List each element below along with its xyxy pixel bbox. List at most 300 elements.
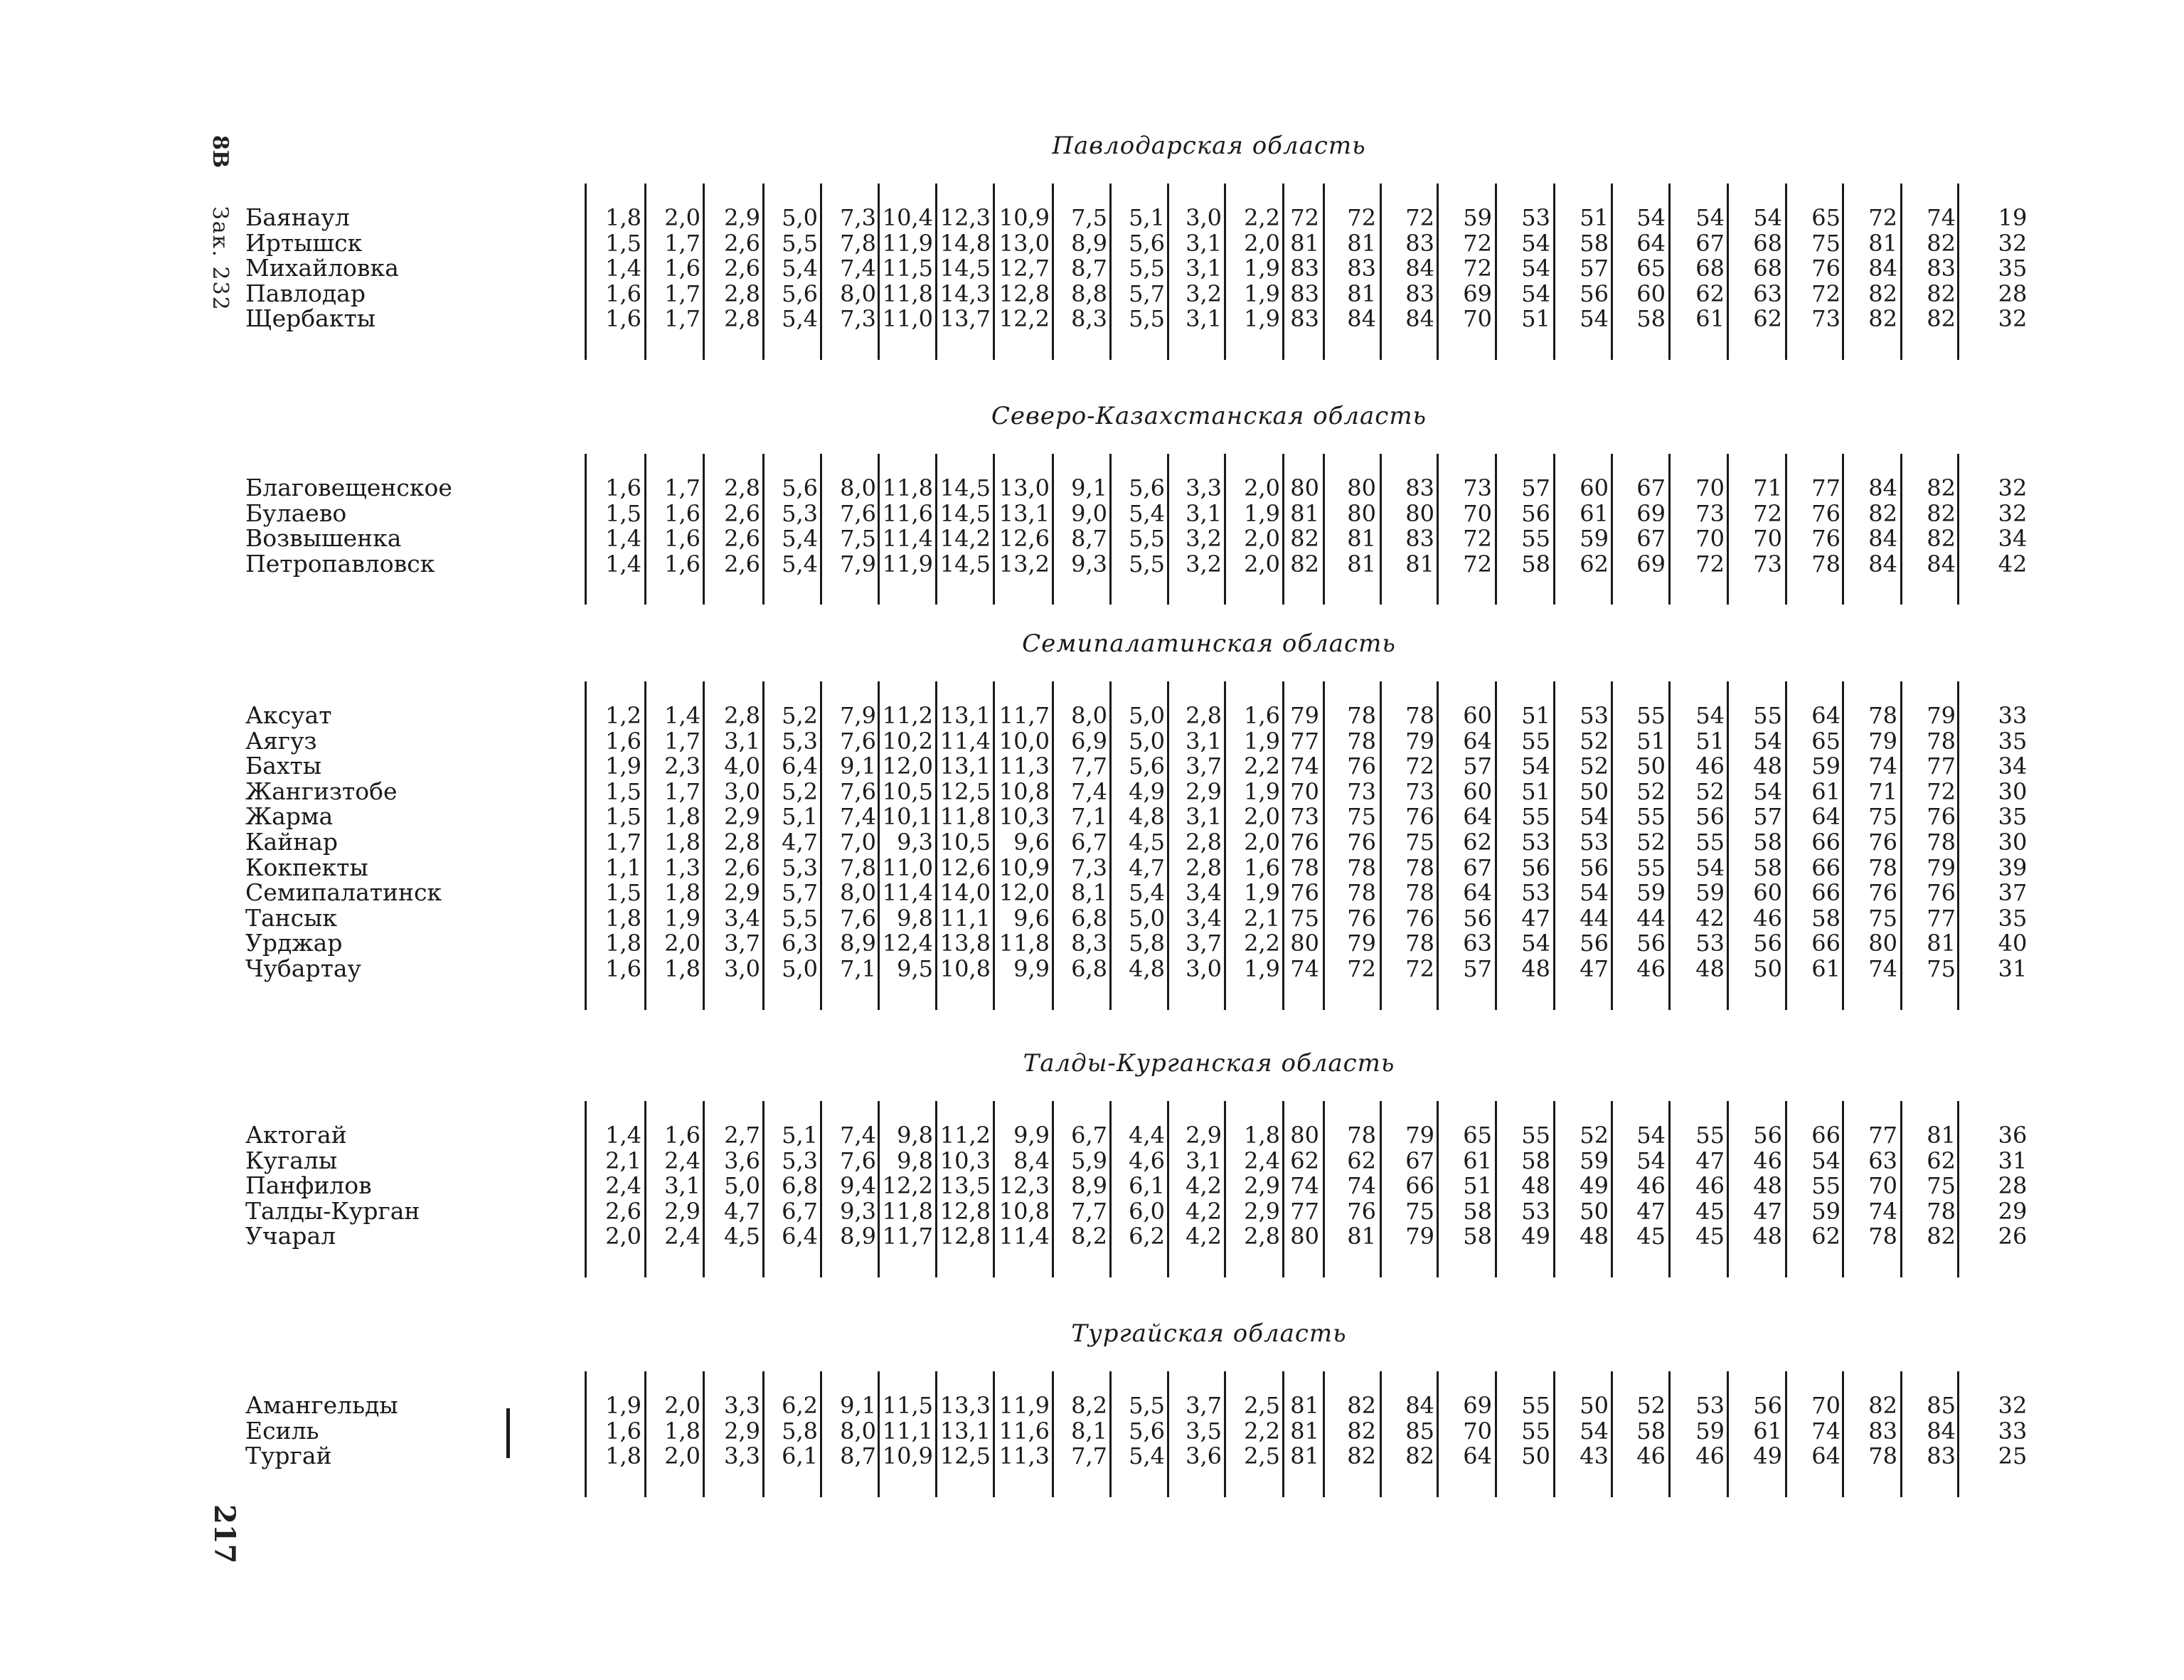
table-row <box>0 1122 2184 1148</box>
value-cell: 37 <box>1998 879 2028 907</box>
value-cell: 35 <box>1998 904 2028 932</box>
value-cell: 9,8 <box>897 1147 933 1174</box>
value-cell: 46 <box>1636 1172 1666 1200</box>
value-cell: 2,1 <box>1244 904 1280 932</box>
value-cell: 11,7 <box>998 702 1050 729</box>
value-cell: 56 <box>1580 280 1609 307</box>
station-name: Жарма <box>245 802 334 831</box>
value-cell: 11,9 <box>882 550 933 578</box>
value-cell: 75 <box>1927 955 1956 982</box>
value-cell: 7,9 <box>840 550 876 578</box>
value-cell: 5,4 <box>782 525 818 553</box>
value-cell: 55 <box>1695 1122 1725 1149</box>
value-cell: 75 <box>1868 904 1897 932</box>
value-cell: 83 <box>1927 1442 1956 1470</box>
value-cell: 6,7 <box>1071 829 1107 856</box>
value-cell: 7,3 <box>1071 854 1107 881</box>
value-cell: 12,0 <box>882 753 933 780</box>
value-cell: 31 <box>1998 1147 2028 1174</box>
value-cell: 1,7 <box>664 229 701 257</box>
value-cell: 78 <box>1405 854 1434 881</box>
value-cell: 79 <box>1405 727 1434 755</box>
value-cell: 70 <box>1868 1172 1897 1200</box>
value-cell: 48 <box>1753 1172 1782 1200</box>
value-cell: 54 <box>1636 204 1666 231</box>
value-cell: 51 <box>1580 204 1609 231</box>
value-cell: 33 <box>1998 702 2028 729</box>
station-name: Жангизтобе <box>245 777 398 805</box>
value-cell: 2,0 <box>1244 550 1280 578</box>
value-cell: 5,3 <box>782 499 818 527</box>
value-cell: 5,4 <box>782 305 818 333</box>
value-cell: 2,8 <box>724 474 760 501</box>
value-cell: 78 <box>1868 1442 1897 1470</box>
value-cell: 3,6 <box>1186 1442 1222 1470</box>
value-cell: 55 <box>1811 1172 1841 1200</box>
value-cell: 80 <box>1347 499 1376 527</box>
station-name: Учарал <box>245 1222 336 1250</box>
value-cell: 1,7 <box>664 280 701 307</box>
value-cell: 68 <box>1753 255 1782 282</box>
value-cell: 76 <box>1868 829 1897 856</box>
value-cell: 9,8 <box>897 1122 933 1149</box>
value-cell: 3,2 <box>1186 280 1222 307</box>
value-cell: 72 <box>1463 550 1492 578</box>
value-cell: 10,1 <box>882 803 933 831</box>
value-cell: 56 <box>1580 930 1609 957</box>
value-cell: 5,3 <box>782 854 818 881</box>
value-cell: 8,0 <box>840 879 876 907</box>
value-cell: 78 <box>1405 702 1434 729</box>
value-cell: 59 <box>1695 879 1725 907</box>
value-cell: 60 <box>1463 777 1492 805</box>
value-cell: 75 <box>1405 829 1434 856</box>
value-cell: 9,9 <box>1013 1122 1050 1149</box>
value-cell: 5,6 <box>1129 1417 1165 1445</box>
value-cell: 84 <box>1868 255 1897 282</box>
value-cell: 32 <box>1998 229 2028 257</box>
value-cell: 2,6 <box>724 525 760 553</box>
value-cell: 5,0 <box>1129 702 1165 729</box>
value-cell: 78 <box>1811 550 1841 578</box>
value-cell: 7,5 <box>840 525 876 553</box>
value-cell: 77 <box>1290 727 1319 755</box>
value-cell: 3,2 <box>1186 525 1222 553</box>
value-cell: 51 <box>1636 727 1666 755</box>
value-cell: 72 <box>1347 955 1376 982</box>
value-cell: 52 <box>1636 777 1666 805</box>
value-cell: 8,0 <box>840 1417 876 1445</box>
value-cell: 82 <box>1927 499 1956 527</box>
value-cell: 5,6 <box>1129 229 1165 257</box>
value-cell: 61 <box>1811 777 1841 805</box>
value-cell: 63 <box>1463 930 1492 957</box>
value-cell: 33 <box>1998 1417 2028 1445</box>
value-cell: 12,8 <box>939 1197 991 1225</box>
value-cell: 66 <box>1811 879 1841 907</box>
value-cell: 11,8 <box>998 930 1050 957</box>
value-cell: 8,9 <box>1071 229 1107 257</box>
value-cell: 13,0 <box>998 474 1050 501</box>
value-cell: 2,8 <box>1186 854 1222 881</box>
station-name: Павлодар <box>245 279 366 307</box>
value-cell: 65 <box>1811 727 1841 755</box>
value-cell: 2,9 <box>1244 1172 1280 1200</box>
value-cell: 64 <box>1636 229 1666 257</box>
value-cell: 12,6 <box>939 854 991 881</box>
value-cell: 4,8 <box>1129 955 1165 982</box>
station-name: Талды-Курган <box>245 1196 420 1225</box>
value-cell: 1,8 <box>605 204 641 231</box>
value-cell: 49 <box>1753 1442 1782 1470</box>
value-cell: 62 <box>1580 550 1609 578</box>
value-cell: 11,2 <box>939 1122 991 1149</box>
value-cell: 35 <box>1998 255 2028 282</box>
value-cell: 58 <box>1463 1223 1492 1250</box>
value-cell: 12,7 <box>998 255 1050 282</box>
value-cell: 40 <box>1998 930 2028 957</box>
value-cell: 83 <box>1868 1417 1897 1445</box>
value-cell: 64 <box>1463 1442 1492 1470</box>
value-cell: 83 <box>1927 255 1956 282</box>
value-cell: 55 <box>1636 854 1666 881</box>
value-cell: 81 <box>1290 499 1319 527</box>
value-cell: 82 <box>1347 1442 1376 1470</box>
value-cell: 70 <box>1463 1417 1492 1445</box>
table-row <box>0 255 2184 281</box>
value-cell: 43 <box>1580 1442 1609 1470</box>
value-cell: 70 <box>1695 474 1725 501</box>
value-cell: 81 <box>1290 229 1319 257</box>
value-cell: 56 <box>1463 904 1492 932</box>
value-cell: 60 <box>1463 702 1492 729</box>
value-cell: 8,7 <box>1071 525 1107 553</box>
value-cell: 48 <box>1521 1172 1550 1200</box>
value-cell: 73 <box>1290 803 1319 831</box>
value-cell: 78 <box>1347 727 1376 755</box>
table-row <box>0 1223 2184 1249</box>
value-cell: 12,3 <box>939 204 991 231</box>
value-cell: 1,6 <box>664 550 701 578</box>
value-cell: 1,9 <box>1244 879 1280 907</box>
table-row <box>0 855 2184 881</box>
value-cell: 67 <box>1636 474 1666 501</box>
value-cell: 4,7 <box>724 1197 760 1225</box>
value-cell: 74 <box>1811 1417 1841 1445</box>
value-cell: 2,8 <box>1244 1223 1280 1250</box>
value-cell: 84 <box>1868 550 1897 578</box>
value-cell: 74 <box>1290 753 1319 780</box>
value-cell: 2,3 <box>664 753 701 780</box>
value-cell: 14,5 <box>939 474 991 501</box>
value-cell: 3,1 <box>1186 727 1222 755</box>
value-cell: 2,8 <box>1186 702 1222 729</box>
value-cell: 14,8 <box>939 229 991 257</box>
value-cell: 11,4 <box>882 879 933 907</box>
value-cell: 8,0 <box>1071 702 1107 729</box>
value-cell: 8,0 <box>840 474 876 501</box>
value-cell: 83 <box>1405 525 1434 553</box>
value-cell: 5,2 <box>782 702 818 729</box>
value-cell: 8,8 <box>1071 280 1107 307</box>
value-cell: 61 <box>1811 955 1841 982</box>
value-cell: 74 <box>1868 753 1897 780</box>
value-cell: 69 <box>1636 499 1666 527</box>
value-cell: 54 <box>1521 229 1550 257</box>
value-cell: 9,3 <box>1071 550 1107 578</box>
value-cell: 5,5 <box>782 229 818 257</box>
value-cell: 47 <box>1695 1147 1725 1174</box>
value-cell: 28 <box>1998 1172 2028 1200</box>
value-cell: 5,1 <box>1129 204 1165 231</box>
value-cell: 1,6 <box>605 305 641 333</box>
value-cell: 55 <box>1521 525 1550 553</box>
value-cell: 54 <box>1695 702 1725 729</box>
value-cell: 14,0 <box>939 879 991 907</box>
value-cell: 72 <box>1695 550 1725 578</box>
value-cell: 79 <box>1405 1122 1434 1149</box>
value-cell: 9,4 <box>840 1172 876 1200</box>
table-row <box>0 753 2184 779</box>
value-cell: 54 <box>1695 854 1725 881</box>
value-cell: 1,6 <box>605 727 641 755</box>
value-cell: 1,6 <box>605 280 641 307</box>
value-cell: 1,8 <box>664 803 701 831</box>
value-cell: 82 <box>1290 525 1319 553</box>
value-cell: 72 <box>1927 777 1956 805</box>
value-cell: 5,8 <box>782 1417 818 1445</box>
margin-top-mark: 8В <box>208 135 233 169</box>
value-cell: 1,9 <box>1244 955 1280 982</box>
value-cell: 60 <box>1753 879 1782 907</box>
value-cell: 2,0 <box>664 930 701 957</box>
table-row <box>0 526 2184 551</box>
value-cell: 82 <box>1868 499 1897 527</box>
value-cell: 46 <box>1695 1172 1725 1200</box>
value-cell: 34 <box>1998 525 2028 553</box>
table-row <box>0 905 2184 931</box>
table-row <box>0 829 2184 855</box>
value-cell: 2,9 <box>724 1417 760 1445</box>
value-cell: 6,8 <box>1071 955 1107 982</box>
value-cell: 1,9 <box>1244 280 1280 307</box>
value-cell: 72 <box>1868 204 1897 231</box>
value-cell: 83 <box>1405 280 1434 307</box>
value-cell: 80 <box>1347 474 1376 501</box>
value-cell: 53 <box>1695 1392 1725 1419</box>
value-cell: 59 <box>1580 525 1609 553</box>
value-cell: 84 <box>1405 1392 1434 1419</box>
value-cell: 54 <box>1521 280 1550 307</box>
value-cell: 8,7 <box>840 1442 876 1470</box>
value-cell: 77 <box>1290 1197 1319 1225</box>
value-cell: 67 <box>1405 1147 1434 1174</box>
value-cell: 73 <box>1753 550 1782 578</box>
value-cell: 78 <box>1347 702 1376 729</box>
value-cell: 13,1 <box>939 753 991 780</box>
value-cell: 1,8 <box>605 1442 641 1470</box>
value-cell: 65 <box>1463 1122 1492 1149</box>
value-cell: 1,6 <box>1244 702 1280 729</box>
value-cell: 1,9 <box>1244 499 1280 527</box>
value-cell: 69 <box>1636 550 1666 578</box>
value-cell: 9,3 <box>897 829 933 856</box>
value-cell: 82 <box>1868 280 1897 307</box>
value-cell: 11,8 <box>882 280 933 307</box>
value-cell: 1,8 <box>605 930 641 957</box>
value-cell: 4,2 <box>1186 1197 1222 1225</box>
value-cell: 2,2 <box>1244 1417 1280 1445</box>
station-name: Семипалатинск <box>245 878 442 907</box>
value-cell: 2,6 <box>724 255 760 282</box>
value-cell: 67 <box>1695 229 1725 257</box>
value-cell: 44 <box>1636 904 1666 932</box>
value-cell: 4,5 <box>724 1223 760 1250</box>
value-cell: 64 <box>1811 1442 1841 1470</box>
value-cell: 62 <box>1463 829 1492 856</box>
value-cell: 66 <box>1811 930 1841 957</box>
value-cell: 73 <box>1463 474 1492 501</box>
value-cell: 7,6 <box>840 777 876 805</box>
value-cell: 73 <box>1405 777 1434 805</box>
value-cell: 3,5 <box>1186 1417 1222 1445</box>
value-cell: 55 <box>1521 1122 1550 1149</box>
value-cell: 5,9 <box>1071 1147 1107 1174</box>
value-cell: 83 <box>1290 305 1319 333</box>
value-cell: 1,9 <box>1244 305 1280 333</box>
value-cell: 72 <box>1753 499 1782 527</box>
value-cell: 66 <box>1811 854 1841 881</box>
value-cell: 1,5 <box>605 879 641 907</box>
value-cell: 2,6 <box>724 550 760 578</box>
value-cell: 60 <box>1636 280 1666 307</box>
value-cell: 79 <box>1868 727 1897 755</box>
value-cell: 35 <box>1998 727 2028 755</box>
value-cell: 53 <box>1580 829 1609 856</box>
value-cell: 50 <box>1636 753 1666 780</box>
value-cell: 76 <box>1405 803 1434 831</box>
value-cell: 5,3 <box>782 727 818 755</box>
value-cell: 1,7 <box>664 305 701 333</box>
station-name: Благовещенское <box>245 474 452 501</box>
value-cell: 66 <box>1405 1172 1434 1200</box>
value-cell: 55 <box>1521 1392 1550 1419</box>
value-cell: 6,0 <box>1129 1197 1165 1225</box>
value-cell: 54 <box>1636 1122 1666 1149</box>
value-cell: 55 <box>1521 727 1550 755</box>
value-cell: 5,4 <box>1129 879 1165 907</box>
value-cell: 76 <box>1347 904 1376 932</box>
value-cell: 73 <box>1811 305 1841 333</box>
value-cell: 57 <box>1753 803 1782 831</box>
value-cell: 2,0 <box>1244 803 1280 831</box>
value-cell: 77 <box>1811 474 1841 501</box>
value-cell: 53 <box>1695 930 1725 957</box>
value-cell: 3,3 <box>724 1392 760 1419</box>
value-cell: 2,5 <box>1244 1442 1280 1470</box>
value-cell: 82 <box>1927 474 1956 501</box>
value-cell: 83 <box>1290 255 1319 282</box>
value-cell: 70 <box>1695 525 1725 553</box>
value-cell: 2,6 <box>724 854 760 881</box>
value-cell: 8,1 <box>1071 879 1107 907</box>
value-cell: 7,9 <box>840 702 876 729</box>
value-cell: 5,0 <box>782 955 818 982</box>
value-cell: 60 <box>1580 474 1609 501</box>
value-cell: 14,3 <box>939 280 991 307</box>
value-cell: 78 <box>1347 854 1376 881</box>
value-cell: 56 <box>1753 1392 1782 1419</box>
table-row <box>0 1198 2184 1224</box>
value-cell: 6,7 <box>782 1197 818 1225</box>
value-cell: 78 <box>1927 829 1956 856</box>
value-cell: 5,8 <box>1129 930 1165 957</box>
value-cell: 78 <box>1927 727 1956 755</box>
value-cell: 5,0 <box>1129 727 1165 755</box>
value-cell: 62 <box>1927 1147 1956 1174</box>
table-row <box>0 956 2184 982</box>
value-cell: 12,2 <box>882 1172 933 1200</box>
value-cell: 51 <box>1521 777 1550 805</box>
value-cell: 52 <box>1580 1122 1609 1149</box>
value-cell: 5,1 <box>782 803 818 831</box>
value-cell: 1,1 <box>605 854 641 881</box>
value-cell: 81 <box>1347 280 1376 307</box>
value-cell: 11,8 <box>882 474 933 501</box>
value-cell: 54 <box>1695 204 1725 231</box>
value-cell: 82 <box>1927 229 1956 257</box>
value-cell: 3,0 <box>1186 955 1222 982</box>
value-cell: 73 <box>1347 777 1376 805</box>
value-cell: 83 <box>1405 229 1434 257</box>
value-cell: 3,4 <box>1186 879 1222 907</box>
value-cell: 46 <box>1695 1442 1725 1470</box>
value-cell: 6,3 <box>782 930 818 957</box>
value-cell: 4,5 <box>1129 829 1165 856</box>
value-cell: 5,5 <box>1129 550 1165 578</box>
value-cell: 3,3 <box>724 1442 760 1470</box>
value-cell: 42 <box>1695 904 1725 932</box>
value-cell: 5,1 <box>782 1122 818 1149</box>
station-name: Булаево <box>245 499 347 527</box>
value-cell: 68 <box>1753 229 1782 257</box>
value-cell: 45 <box>1695 1197 1725 1225</box>
value-cell: 76 <box>1405 904 1434 932</box>
value-cell: 11,9 <box>882 229 933 257</box>
value-cell: 2,8 <box>724 702 760 729</box>
value-cell: 78 <box>1927 1197 1956 1225</box>
value-cell: 1,4 <box>605 255 641 282</box>
value-cell: 45 <box>1636 1223 1666 1250</box>
value-cell: 61 <box>1753 1417 1782 1445</box>
value-cell: 8,2 <box>1071 1223 1107 1250</box>
value-cell: 11,3 <box>998 753 1050 780</box>
value-cell: 58 <box>1753 854 1782 881</box>
value-cell: 48 <box>1753 1223 1782 1250</box>
value-cell: 25 <box>1998 1442 2028 1470</box>
value-cell: 2,9 <box>724 803 760 831</box>
value-cell: 7,7 <box>1071 1197 1107 1225</box>
value-cell: 58 <box>1636 305 1666 333</box>
value-cell: 11,3 <box>998 1442 1050 1470</box>
value-cell: 58 <box>1580 229 1609 257</box>
value-cell: 57 <box>1463 955 1492 982</box>
value-cell: 66 <box>1811 829 1841 856</box>
value-cell: 2,8 <box>724 829 760 856</box>
value-cell: 46 <box>1753 1147 1782 1174</box>
value-cell: 5,6 <box>782 280 818 307</box>
value-cell: 1,6 <box>664 255 701 282</box>
